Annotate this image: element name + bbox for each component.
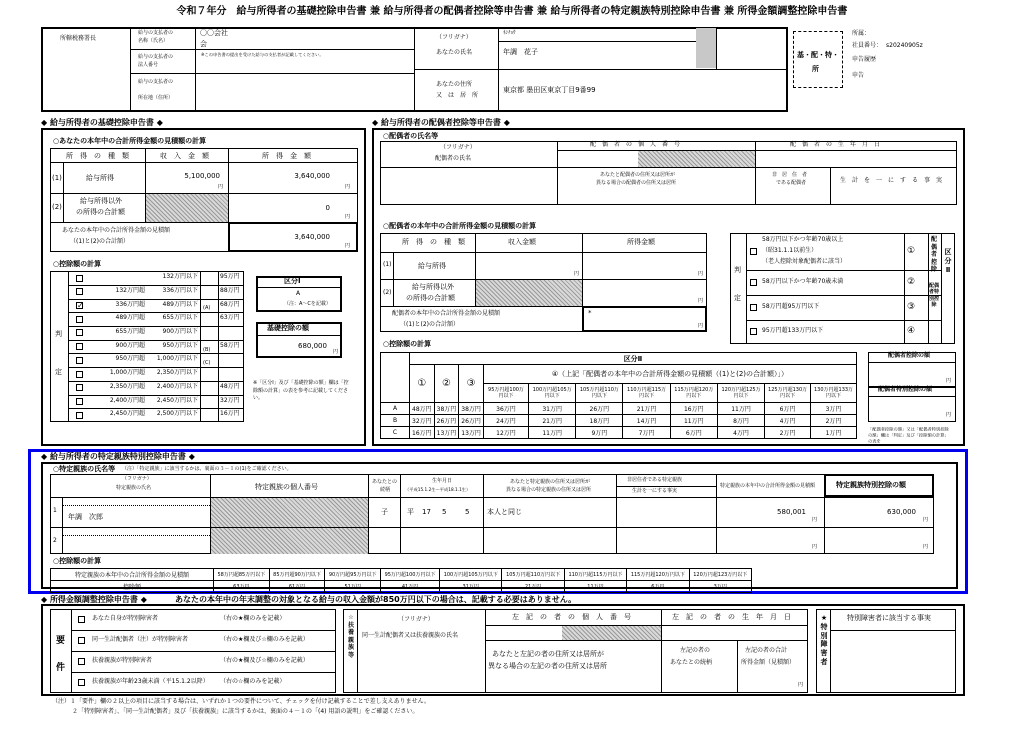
basic-judge-from: 336万円超 (115, 300, 145, 308)
adjust-check-4[interactable] (78, 679, 85, 686)
spouse-sp-ded-label: 配偶者特別控除の額 (878, 386, 933, 393)
spouse-ded-label: 配偶者控除の額 (888, 352, 931, 359)
spouse-calc-kubun: B (381, 415, 410, 427)
basic-judge-to: 2,450万円以下 (156, 396, 198, 404)
tokutei-amount: 63万円 (214, 581, 270, 593)
adjust-item-text: 扶養親族が特別障害者 (92, 657, 153, 664)
spouse-number-label: 配 偶 者 の 個 人 番 号 (590, 141, 681, 148)
adjust-item-text: 扶養親族が年齢23歳未満（平15.1.2以降） (92, 678, 209, 685)
basic-col-income: 収 入 金 額 (160, 152, 209, 160)
spouse-judge-label: 定 (734, 294, 741, 302)
tokutei-row1-birth-year: 17 (422, 508, 431, 516)
adjust-item-note: （右の★欄及び☆欄のみを記載） (220, 636, 309, 643)
spouse-calc-cell: 7万円 (623, 427, 670, 439)
kubun1-value: A (296, 290, 301, 297)
adjust-special-label: 特別障害者に該当する事実 (847, 614, 931, 622)
adjust-item-note: （右の☆欄のみを記載） (220, 678, 286, 685)
adjust-birth-label: 左 記 の 者 の 生 年 月 日 (672, 613, 791, 621)
spouse-calc-cell: 31万円 (529, 403, 576, 415)
basic-judge-amount: 32万円 (220, 396, 240, 404)
basic-total-amount: 3,640,000 (294, 233, 330, 241)
basic-judge-to: 489万円以下 (162, 300, 198, 308)
adjust-side-star: ☆扶養親族等 (347, 614, 354, 659)
basic-sub2: ○控除額の計算 (53, 260, 102, 268)
basic-judge-from: 2,400万円超 (109, 396, 145, 404)
spouse-range-head: 130万円超133万円以下 (811, 384, 857, 403)
spouse-judge-check-2[interactable] (750, 279, 757, 286)
basic-judge-check-11[interactable] (76, 412, 83, 419)
spouse-calc-cell: 13万円 (434, 427, 459, 439)
basic-judge-from: 489万円超 (115, 314, 145, 322)
spouse-calc-cell: 12万円 (483, 427, 528, 439)
spouse-calc-cell: 6万円 (670, 427, 717, 439)
spouse-calc-kubun: A (381, 403, 410, 415)
adjust-special-side: ★特別障害者 (820, 614, 828, 666)
adjust-item-text: あなた自身が特別障害者 (92, 615, 159, 622)
adjust-number-label: 左 記 の 者 の 個 人 番 号 (512, 613, 631, 621)
dept-label: 所属： (852, 30, 871, 37)
spouse-calc-cell: 4万円 (717, 427, 764, 439)
basic-heading: ◆ 給与所得者の基礎控除申告書 ◆ (41, 118, 163, 127)
spouse-range-head: 115万円超120万円以下 (670, 384, 717, 403)
spouse-calc-cell: 26万円 (576, 403, 623, 415)
payer-name-value: 〇〇会社 (200, 29, 228, 37)
tokutei-range: 95万円超100万円以下 (381, 569, 440, 581)
tax-office-label: 所轄税務署長 (60, 35, 97, 42)
spouse-calc-cell: 1万円 (811, 427, 857, 439)
adjust-note-2: ２「特別障害者」、「同一生計配偶者」及び「扶養親族」に該当するかは、裏面の４－１の「(4) 用語の説明」をご確認ください。 (72, 708, 419, 715)
tokutei-row1-relation: 子 (381, 508, 388, 516)
tokutei-row1-name: 年調 次郎 (68, 513, 103, 521)
adjust-heading-note: あなたの本年中の年末調整の対象となる給与の収入金額が850万円以下の場合は、記載する必要はありません。 (175, 595, 577, 604)
basic-deduction-label: 基礎控除の額 (267, 324, 309, 332)
basic-judge-check-7[interactable] (76, 357, 83, 364)
spouse-calc-cell: 38万円 (459, 403, 484, 415)
basic-judge-to: 900万円以下 (162, 327, 198, 335)
spouse-calc-cell: 2万円 (811, 415, 857, 427)
basic-row2-hatch (146, 194, 228, 222)
basic-judge-to: 1,000万円以下 (156, 355, 198, 363)
tokutei-row1-income: 580,001 (777, 508, 806, 516)
tokutei-deduction-label: 特定親族特別控除の額 (836, 481, 906, 489)
spouse-birth-label: 配 偶 者 の 生 年 月 日 (790, 141, 881, 148)
tokutei-heading: ◆ 給与所得者の特定親族特別控除申告書 ◆ (41, 452, 195, 461)
kubun2-side: 区分Ⅱ (944, 248, 952, 274)
basic-judge-amount: 68万円 (220, 300, 240, 308)
basic-judge-to: 2,400万円以下 (156, 382, 198, 390)
spouse-calc-cell: 21万円 (529, 415, 576, 427)
payer-address-label: 所在地（住所） (138, 95, 174, 101)
basic-judge-amount: 95万円 (220, 273, 240, 280)
spouse-range-head: 105万円超110万円以下 (576, 384, 623, 403)
tokutei-range: 110万円超115万円以下 (564, 569, 626, 581)
basic-judge-label: 定 (55, 368, 62, 376)
basic-judge-check-1[interactable] (76, 275, 83, 282)
adjust-heading: ◆ 所得金額調整控除申告書 ◆ (41, 595, 147, 604)
basic-sub1: ○あなたの本年中の合計所得金額の見積額の計算 (53, 137, 207, 145)
tokutei-amount: 11万円 (564, 581, 626, 593)
furigana-value: ﾈﾝﾁｮｳ (503, 30, 516, 36)
spouse-calc-cell: 13万円 (459, 427, 484, 439)
spouse-calc-cell: 16万円 (410, 427, 435, 439)
employee-no-label: 社員番号： (852, 42, 883, 49)
basic-judge-to: 336万円以下 (162, 286, 198, 294)
spouse-calc-cell: 32万円 (410, 415, 435, 427)
adjust-req-label: 件 (56, 663, 66, 673)
basic-judge-from: 1,000万円超 (109, 369, 145, 377)
tax-form-page: 令和７年分 給与所得者の基礎控除申告書 兼 給与所得者の配偶者控除等申告書 兼 給与所得者の特定親族特別控除申告書 兼 所得金額調整控除申告書 所轄税務署長 給与の支払者の 名称（氏名） 〇〇会社 会 給与の支払者の 法人番号 ※この申告書の提出を受けた給与の支払者が記載してください。 給与の支払者の 所在地（住所） （フリガナ） あなたの氏名 ﾈﾝﾁｮｳ 年調 花子 あなたの住所 又 は 居 所 東京都 墨田区東京丁目9番99 基・配・特・ 所 所属： 社員番号： s20240905z 申告履歴 申告 ◆ 給与所得者の基礎控除申告書 ◆ ○あなたの本年中の合計所得金額の見積額の計算 所 得 の 種 類 収 入 金 額 所 得 金 額 (1) 給与所得 5,100,000 円 3,640,000 円 (2) 給与所得以外 の所得の合計額 0 円 あなたの本年中の合計所得金額の見積額 （(1)と(2)の合計額） 3,640,000 円 ○控除額の計算 判 定 132万円以下 95万円 132万円超 336万円以下 88万円 ✓ 336万円超 489万円以下 68万円 489万円超 655万円以下 63万円 655万円超 900万円以下 900万円超 950万円以下 58万円 950万円超 1,000万円以下 1,000万円超 2,350万円以下 2,350万円超 2,400万円以下 48万円 2,400万円超 2,450万円以下 32万円 2,450万円超 2,500万円以下 16万円 (A) (B) (C) 区分Ⅰ A （注：A～Cを記載） 基礎控除の額 680,000 円 ※「区分Ⅰ」及び「基礎控除の額」欄は「控除額の計算」の表を参考に記載してください。 ◆ 給与所得者の配偶者控除等申告書 ◆ ○配偶者の氏名等 （フリガナ） 配偶者の氏名 配 偶 者 の 個 人 番 号 配 偶 者 の 生 年 月 日 あなたと配偶者の住所又は居所が 異なる場合の配偶者の住所又は居所 非 居 住 者 である配偶者 生 計 を 一 に す る 事 実 ○配偶者の本年中の合計所得金額の見積額の計算 所 得 の 種 類 収入金額 所得金額 (1) 給与所得 円 円 (2) 給与所得以外 の所得の合計額 円 配偶者の本年中の合計所得金額の見積額 （(1)と(2)の合計額） * 円 判 定 58万円以下かつ年齢70歳以上 （昭31.1.1以前生） （老人控除対象配偶者に該当） ① 58万円以下かつ年齢70歳未満 ② 58万円超95万円以下 ③ 95万円超133万円以下 ④ 配偶者控除 配偶者特別控除 区分Ⅱ ○控除額の計算 区分Ⅱ ① ② ③ ④（上記「配偶者の本年中の合計所得金額の見積額（(1)と(2)の合計額）」） 95万円超100万円以下 100万円超105万円以下 105万円超110万円以下 110万円超115万円以下 115万円超120万円以下 120万円超125万円以下 125万円超130万円以下 130万円超133万円以下 A 48万円 38万円 38万円 36万円 31万円 26万円 21万円 16万円 11万円 6万円 3万円 B 32万円 26万円 26万円 24万円 21万円 18万円 14万円 11万円 8万円 4万円 2万円 C 16万円 13万円 13万円 12万円 11万円 9万円 7万円 6万円 4万円 2万円 1万円 配偶者控除の額 円 配偶者特別控除の額 円 「配偶者控除の額」又は「配偶者特別控除の額」欄は「判定」及び「控除額の計算」の表を ◆ 給与所得者の特定親族特別控除申告書 ◆ ○特定親族の氏名等 （注）「特定親族」に該当するかは、裏面の３－１の(1)をご確認ください。 （フリガナ） 特定親族の氏名 特定親族の個人番号 あなたとの 続柄 生年月日 （平成15.1.2生～平成18.1.1生） あなたと特定親族の住所又は居所が 異なる場合の特定親族の住所又は居所 非居住者である特定親族 生計を一にする事実 特定親族の本年中の合計所得金額の見積額 特定親族特別控除の額 1 年調 次郎 子 平 17 5 5 本人と同じ 580,001 円 630,000 円 2 円 円 ○控除額の計算 特定親族の本年中の合計所得金額の見積額 58万円超85万円以下 85万円超90万円以下 90万円超95万円以下 95万円超100万円以下 100万円超105万円以下 105万円超110万円以下 110万円超115万円以下 115万円超120万円以下 120万円超123万円以下 控除額 63万円 61万円 51万円 41万円 31万円 21万円 11万円 6万円 3万円 ◆ 所得金額調整控除申告書 ◆ あなたの本年中の年末調整の対象となる給与の収入金額が850万円以下の場合は、記載する必要はありません。 要 件 あなた自身が特別障害者 （右の★欄のみを記載） 同一生計配偶者（注）が特別障害者 （右の★欄及び☆欄のみを記載） 扶養親族が特別障害者 （右の★欄及び☆欄のみを記載） 扶養親族が年齢23歳未満（平15.1.2以降） （右の☆欄のみを記載） ☆扶養親族等 （フリガナ） 同一生計配偶者又は扶養親族の氏名 左 記 の 者 の 個 人 番 号 左 記 の 者 の 生 年 月 日 あなたと左記の者の住所又は居所が 異なる場合の左記の者の住所又は居所 左記の者の あなたとの続柄 左記の者の合計 所得金額（見積額） 円 ★特別障害者 特別障害者に該当する事実 （注）１「要件」欄の２以上の項目に該当する場合は、いずれか１つの要件について、チェックを付け記載することで差し支えありません。 ２「特別障害者」、「同一生計配偶者」及び「扶養親族」に該当するかは、裏面の４－１の「(4) 用語の説明」をご確認ください。 (0, 0, 1024, 729)
tokutei-amount: 41万円 (381, 581, 440, 593)
tokutei-range: 120万円超123万円以下 (689, 569, 751, 581)
basic-judge-amount: 58万円 (220, 341, 240, 349)
spouse-range-head: 120万円超125万円以下 (717, 384, 764, 403)
adjust-check-1[interactable] (78, 616, 85, 623)
tokutei-range: 115万円超120万円以下 (627, 569, 689, 581)
spouse-calc-cell: 38万円 (434, 403, 459, 415)
tokutei-amount: 3万円 (689, 581, 751, 593)
kubun1-label: 区分Ⅰ (284, 277, 301, 285)
tokutei-row1-deduction: 630,000 (887, 508, 916, 516)
spouse-calc-cell: 18万円 (576, 415, 623, 427)
basic-judge-to: 2,350万円以下 (156, 369, 198, 377)
basic-judge-from: 655万円超 (115, 327, 145, 335)
payer-name-label: 給与の支払者の (138, 30, 174, 36)
spouse-calc-cell: 26万円 (459, 415, 484, 427)
adjust-check-3[interactable] (78, 658, 85, 665)
spouse-side-1: 配偶者控除 (930, 236, 937, 273)
stamp-box (793, 31, 843, 88)
basic-judge-to: 2,500万円以下 (156, 410, 198, 418)
basic-judge-amount: 48万円 (220, 382, 240, 390)
basic-deduction-value: 680,000 (298, 342, 327, 350)
employee-no-value: s20240905z (886, 42, 923, 49)
adjust-item-note: （右の★欄のみを記載） (220, 615, 286, 622)
spouse-note: 「配偶者控除の額」又は「配偶者特別控除の額」欄は「判定」及び「控除額の計算」の表を (868, 427, 949, 444)
spouse-calc-cell: 4万円 (765, 415, 811, 427)
spouse-calc-cell: 2万円 (765, 427, 811, 439)
basic-judge-check-4[interactable] (76, 316, 83, 323)
report-label: 申告 (852, 72, 865, 79)
basic-note: ※「区分Ⅰ」及び「基礎控除の額」欄は「控除額の計算」の表を参考に記載してください。 (253, 380, 349, 401)
spouse-calc-kubun: C (381, 427, 410, 439)
basic-judge-from: 132万円超 (115, 286, 145, 294)
basic-col-type: 所 得 の 種 類 (66, 152, 129, 160)
basic-judge-check-9[interactable] (76, 384, 83, 391)
spouse-calc-cell: 16万円 (670, 403, 717, 415)
spouse-calc-cell: 6万円 (765, 403, 811, 415)
tokutei-name-sec: ○特定親族の氏名等 (53, 465, 116, 473)
basic-judge-to: 950万円以下 (162, 341, 198, 349)
tokutei-range: 105万円超110万円以下 (502, 569, 564, 581)
spouse-calc-cell: 9万円 (576, 427, 623, 439)
spouse-calc-table: 区分Ⅱ ① ② ③ ④（上記「配偶者の本年中の合計所得金額の見積額（(1)と(2)の合計額）」） 95万円超100万円以下 100万円超105万円以下 105万円超110万円以下 110万円超115万円以下 115万円超120万円以下 120万円超125万円以下 125万円超130万円以下 130万円超133万円以下 A 48万円 38万円 38万円 36万円 31万円 26万円 21万円 16万円 11万円 6万円 3万円 B 32万円 26万円 26万円 24万円 21万円 18万円 14万円 11万円 8万円 4万円 2万円 C 16万円 13万円 13万円 12万円 11万円 9万円 7万円 6万円 4万円 2万円 1万円 (380, 352, 857, 439)
tokutei-calc-sec: ○控除額の計算 (53, 557, 102, 565)
spouse-calc-sec: ○控除額の計算 (383, 340, 432, 348)
spouse-range-head: 100万円超105万円以下 (529, 384, 576, 403)
spouse-income-sec: ○配偶者の本年中の合計所得金額の見積額の計算 (383, 222, 537, 230)
basic-judge-amount: 88万円 (220, 286, 240, 294)
basic-judge-to: 655万円以下 (162, 314, 198, 322)
spouse-side-2: 配偶者特別控除 (929, 283, 940, 308)
basic-row1-amount: 3,640,000 (294, 172, 330, 180)
spouse-calc-cell: 11万円 (717, 403, 764, 415)
spouse-range-head: 125万円超130万円以下 (765, 384, 811, 403)
basic-judge-check-2[interactable] (76, 288, 83, 295)
payer-note: ※この申告書の提出を受けた給与の支払者が記載してください。 (201, 52, 324, 58)
spouse-name-label: 配偶者の氏名 (435, 155, 472, 162)
basic-row1-label: 給与所得 (86, 174, 114, 182)
tokutei-range: 90万円超95万円以下 (325, 569, 381, 581)
basic-col-amount: 所 得 金 額 (262, 152, 311, 160)
furigana-label: （フリガナ） (436, 34, 472, 41)
tokutei-calc-table: 特定親族の本年中の合計所得金額の見積額 58万円超85万円以下 85万円超90万円以下 90万円超95万円以下 95万円超100万円以下 100万円超105万円以下 105万円超110万円以下 110万円超115万円以下 115万円超120万円以下 120万円超123万円以下 控除額 63万円 61万円 51万円 41万円 31万円 21万円 11万円 6万円 3万円 (50, 568, 752, 593)
tokutei-range: 100万円超105万円以下 (440, 569, 502, 581)
basic-judge-amount: 63万円 (220, 314, 240, 322)
history-label: 申告履歴 (852, 56, 877, 63)
spouse-calc-cell: 24万円 (483, 415, 528, 427)
tokutei-name-label: 特定親族の氏名 (116, 485, 152, 491)
form-title: 令和７年分 給与所得者の基礎控除申告書 兼 給与所得者の配偶者控除等申告書 兼 給与所得者の特定親族特別控除申告書 兼 所得金額調整控除申告書 (176, 6, 848, 17)
address-value: 東京都 墨田区東京丁目9番99 (503, 86, 596, 94)
spouse-calc-cell: 3万円 (811, 403, 857, 415)
tokutei-range: 58万円超85万円以下 (214, 569, 270, 581)
tokutei-amount: 61万円 (269, 581, 325, 593)
basic-judge-from: 900万円超 (115, 341, 145, 349)
spouse-calc-cell: 11万円 (529, 427, 576, 439)
spouse-calc-cell: 36万円 (483, 403, 528, 415)
basic-judge-check-3[interactable]: ✓ (77, 301, 84, 310)
spouse-calc-cell: 8万円 (717, 415, 764, 427)
adjust-name-label: 同一生計配偶者又は扶養親族の氏名 (362, 632, 459, 639)
spouse-calc-cell: 11万円 (670, 415, 717, 427)
spouse-judge-check-1[interactable] (750, 248, 757, 255)
name-value: 年調 花子 (503, 48, 538, 56)
basic-judge-to: 132万円以下 (162, 273, 198, 280)
name-label: あなたの氏名 (436, 49, 473, 56)
payer-number-label: 法人番号 (138, 62, 159, 68)
adjust-item-note: （右の★欄及び☆欄のみを記載） (220, 657, 309, 664)
adjust-item-text: 同一生計配偶者（注）が特別障害者 (92, 636, 189, 643)
tokutei-amount: 31万円 (440, 581, 502, 593)
basic-judge-from: 2,350万円超 (109, 382, 145, 390)
basic-judge-check-6[interactable] (76, 343, 83, 350)
address-label: 又 は 居 所 (436, 92, 479, 99)
basic-judge-from: 2,450万円超 (109, 410, 145, 418)
spouse-range-head: 95万円超100万円以下 (483, 384, 528, 403)
spouse-judge-check-4[interactable] (750, 328, 757, 335)
spouse-heading: ◆ 給与所得者の配偶者控除等申告書 ◆ (372, 118, 510, 127)
basic-judge-amount: 16万円 (220, 410, 240, 418)
tokutei-amount: 51万円 (325, 581, 381, 593)
basic-row1-income: 5,100,000 (184, 172, 220, 180)
spouse-calc-cell: 26万円 (434, 415, 459, 427)
basic-judge-check-8[interactable] (76, 371, 83, 378)
tokutei-range: 85万円超90万円以下 (269, 569, 325, 581)
spouse-calc-cell: 48万円 (410, 403, 435, 415)
tokutei-amount: 6万円 (627, 581, 689, 593)
spouse-calc-cell: 21万円 (623, 403, 670, 415)
tokutei-row1-address: 本人と同じ (487, 508, 522, 516)
basic-judge-check-5[interactable] (76, 329, 83, 336)
tokutei-number-label: 特定親族の個人番号 (255, 483, 318, 491)
basic-judge-from: 950万円超 (115, 355, 145, 363)
tokutei-amount: 21万円 (502, 581, 564, 593)
basic-judge-check-10[interactable] (76, 398, 83, 405)
adjust-note-1: （注）１「要件」欄の２以上の項目に該当する場合は、いずれか１つの要件について、チェックを付け記載することで差し支えありません。 (52, 698, 430, 705)
spouse-range-head: 110万円超115万円以下 (623, 384, 670, 403)
spouse-name-sec: ○配偶者の氏名等 (383, 132, 439, 140)
adjust-check-2[interactable] (78, 637, 85, 644)
basic-row2-amount: 0 (325, 204, 330, 212)
spouse-calc-cell: 14万円 (623, 415, 670, 427)
spouse-judge-check-3[interactable] (750, 304, 757, 311)
